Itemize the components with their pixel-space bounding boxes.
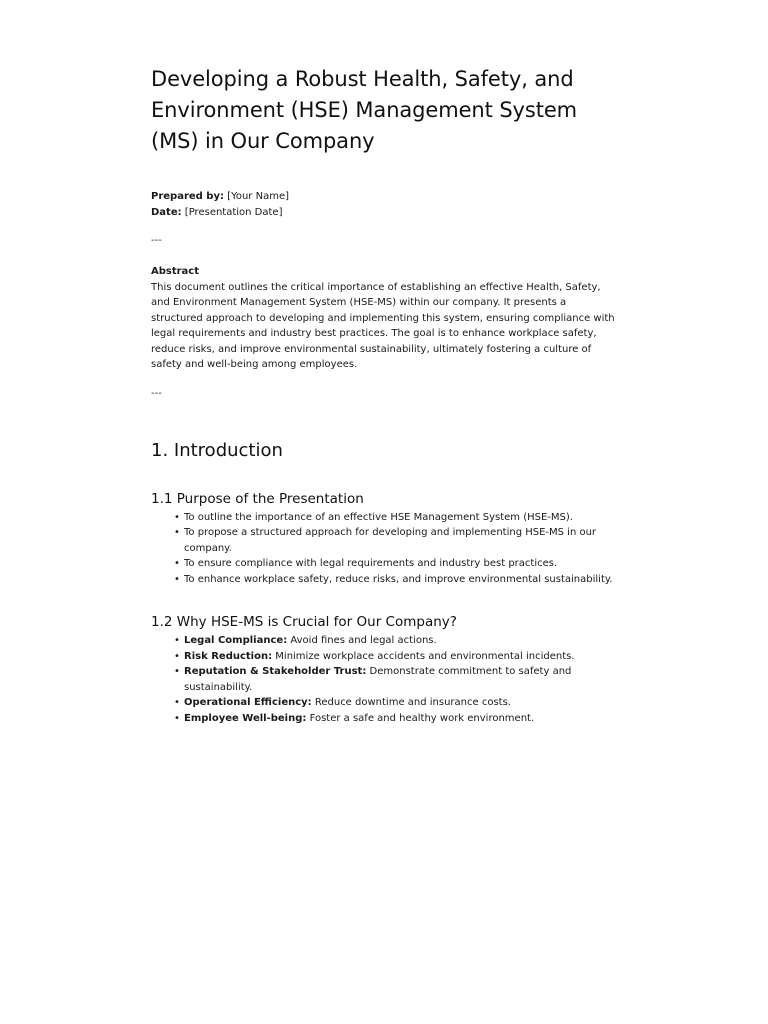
bullet-icon: • (174, 635, 180, 646)
abstract-heading: Abstract (151, 266, 200, 277)
list-item-text: Demonstrate commitment to safety and sustainability. (184, 666, 572, 693)
list-item-text: Minimize workplace accidents and environmental incidents. (272, 650, 575, 662)
bullet-icon: • (174, 527, 180, 538)
subsection-heading-purpose: 1.1 Purpose of the Presentation (151, 490, 364, 507)
subsection-heading-why-hse-ms: 1.2 Why HSE-MS is Crucial for Our Company? (151, 614, 457, 630)
prepared-by-value: [Your Name] (223, 191, 289, 202)
separator: --- (151, 387, 162, 399)
bullet-icon: • (174, 712, 180, 724)
section-heading-introduction: 1. Introduction (151, 439, 283, 461)
list-item (174, 572, 614, 588)
separator: --- (151, 235, 162, 246)
document-page (151, 64, 621, 726)
list-item (174, 695, 621, 711)
list-item-label: Operational Efficiency: (184, 697, 312, 708)
document-title: Developing a Robust Health, Safety, and Environment (HSE) Management System (MS) in Our Company (151, 67, 578, 153)
list-item (174, 510, 614, 526)
list-item (174, 711, 621, 727)
bullet-icon: • (174, 558, 180, 569)
list-item-text: Reduce downtime and insurance costs. (311, 697, 511, 708)
list-item (174, 633, 621, 649)
list-item (174, 556, 614, 572)
list-item-text: Foster a safe and healthy work environment. (306, 712, 535, 724)
bullet-icon: • (174, 650, 180, 662)
date-value: [Presentation Date] (181, 207, 283, 218)
list-item-text: To outline the importance of an effective HSE Management System (HSE-MS). (184, 511, 573, 523)
abstract-text: This document outlines the critical importance of establishing an effective Health, Safety, and Environment Management System (HSE-MS) within our company. It presents a structured approach to developing and implementing this system, ensuring compliance with legal requirements and industry best practices. The goal is to enhance workplace safety, reduce risks, and improve environmental sustainability, ultimately fostering a culture of safety and well-being among employees. (151, 281, 615, 370)
list-item-text: To ensure compliance with legal requirements and industry best practices. (184, 558, 558, 569)
list-item (174, 525, 614, 556)
abstract-section (151, 264, 621, 373)
prepared-by-label: Prepared by: (151, 191, 224, 202)
list-item-label: Reputation & Stakeholder Trust: (184, 666, 367, 677)
date-label: Date: (151, 207, 182, 218)
list-item-label: Legal Compliance: (184, 635, 288, 646)
bullet-icon: • (174, 573, 180, 585)
date-line (151, 205, 621, 221)
benefits-list (151, 633, 621, 726)
prepared-by-line (151, 189, 621, 205)
list-item-text: Avoid fines and legal actions. (287, 635, 437, 646)
list-item-text: To enhance workplace safety, reduce risks, and improve environmental sustainability. (184, 573, 613, 585)
bullet-icon: • (174, 511, 180, 523)
bullet-icon: • (174, 697, 180, 708)
purpose-list (151, 510, 614, 588)
list-item (174, 649, 621, 665)
document-meta (151, 189, 621, 221)
list-item-label: Risk Reduction: (184, 650, 273, 662)
list-item-text: To propose a structured approach for developing and implementing HSE-MS in our company. (184, 527, 597, 554)
bullet-icon: • (174, 666, 180, 677)
list-item (174, 664, 621, 695)
list-item-label: Employee Well-being: (184, 712, 307, 724)
